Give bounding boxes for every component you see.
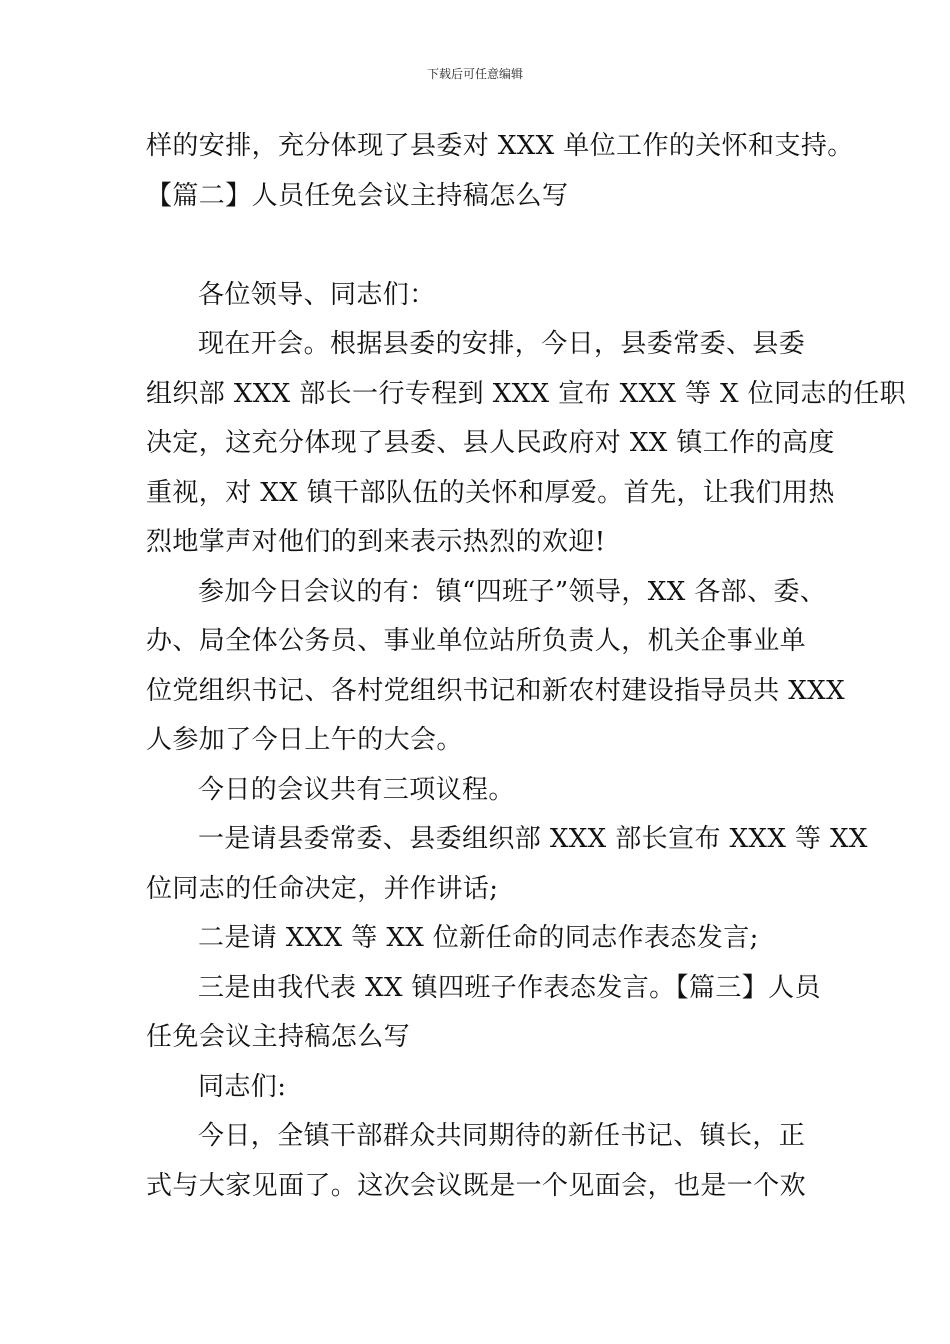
paragraph-line: 烈地掌声对他们的到来表示热烈的欢迎! <box>146 527 606 557</box>
paragraph-line: 位同志的任命决定，并作讲话; <box>146 873 499 904</box>
paragraph-line: 今日的会议共有三项议程。 <box>198 774 515 805</box>
paragraph-line: 决定，这充分体现了县委、县人民政府对 XX 镇工作的高度 <box>146 428 835 458</box>
agenda-item-2: 二是请 XXX 等 XX 位新任命的同志作表态发言; <box>198 923 759 953</box>
paragraph-line: 办、局全体公务员、事业单位站所负责人，机关企事业单 <box>146 626 807 656</box>
agenda-item-1: 一是请县委常委、县委组织部 XXX 部长宣布 XXX 等 XX <box>198 824 868 854</box>
text-line: 样的安排，充分体现了县委对 XXX 单位工作的关怀和支持。 <box>146 131 854 161</box>
salutation: 同志们: <box>198 1071 287 1102</box>
page-header-note: 下载后可任意编辑 <box>426 67 523 81</box>
agenda-item-3: 三是由我代表 XX 镇四班子作表态发言。【篇三】人员 <box>198 972 821 1003</box>
salutation: 各位领导、同志们： <box>198 279 436 310</box>
paragraph-line: 现在开会。根据县委的安排，今日，县委常委、县委 <box>198 329 806 359</box>
paragraph-line: 人参加了今日上午的大会。 <box>146 725 463 755</box>
paragraph-line: 组织部 XXX 部长一行专程到 XXX 宣布 XXX 等 X 位同志的任职 <box>146 378 907 409</box>
paragraph-line: 重视，对 XX 镇干部队伍的关怀和厚爱。首先，让我们用热 <box>146 477 835 508</box>
paragraph-line: 位党组织书记、各村党组织书记和新农村建设指导员共 XXX <box>146 675 845 706</box>
paragraph-line: 参加今日会议的有：镇“四班子”领导，XX 各部、委、 <box>198 576 827 607</box>
blank-line <box>146 221 816 271</box>
document-body <box>146 122 907 1211</box>
paragraph-line: 式与大家见面了。这次会议既是一个见面会，也是一个欢 <box>146 1170 807 1201</box>
section-heading: 【篇二】人员任免会议主持稿怎么写 <box>146 180 569 211</box>
paragraph-line: 今日，全镇干部群众共同期待的新任书记、镇长，正 <box>198 1121 806 1151</box>
section-heading: 任免会议主持稿怎么写 <box>146 1022 411 1052</box>
